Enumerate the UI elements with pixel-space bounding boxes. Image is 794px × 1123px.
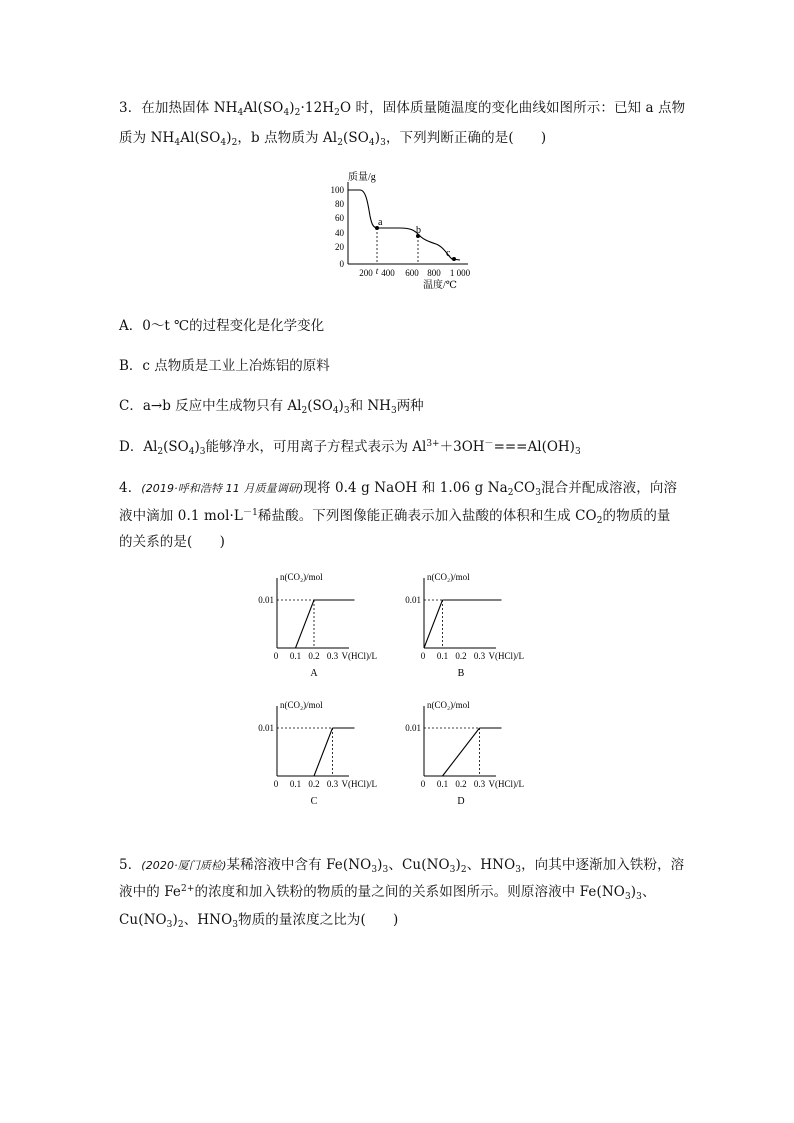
q5-line-3: $Cu(NO_3)_2$、$HNO_3$物质的量浓度之比为( ) [119, 912, 399, 930]
graph-ylabel: n(CO₂)/mol [280, 572, 323, 582]
y-tick-60: 60 [335, 213, 344, 223]
graph-caption: B [457, 668, 465, 679]
graph-xtick-0: 0 [420, 651, 426, 661]
q4-line-2: 液中滴加 0.1 $mol\cdot L^{-1}$稀盐酸。下列图像能正确表示加入盐酸的体积和生成 $CO_2$的物质的量 [119, 508, 671, 526]
x-tick-t: t [375, 266, 379, 276]
q5-line-2: 液中的 $Fe^{2+}$的浓度和加入铁粉的物质的量之间的关系如图所示。则原溶液中 $Fe(NO_3)_3$、 [119, 884, 656, 902]
graph-xtick-0: 0 [273, 779, 279, 789]
point-c-label: c [446, 248, 451, 259]
point-a-label: a [378, 217, 383, 228]
graph-caption: C [310, 796, 318, 807]
q3-line-2: 质为 $NH_4Al(SO_4)_2$，b 点物质为 $Al_2(SO_4)_3$，下列判断正确的是( ) [119, 130, 547, 148]
q4-line-1: 4．(2019·呼和浩特 11 月质量调研)现将 0.4 g NaOH 和 1.06 g $Na_2CO_3$混合并配成溶液，向溶 [119, 480, 678, 498]
graph-ylabel: n(CO₂)/mol [427, 572, 470, 582]
point-c [452, 257, 456, 261]
graph-xtick-0.2: 0.2 [455, 651, 467, 661]
q4-line-3: 的关系的是( ) [119, 534, 225, 550]
x-tick-1000: 1 000 [449, 268, 471, 278]
chart-xlabel: 温度/℃ [423, 280, 457, 291]
graph-rise-line [443, 728, 480, 776]
graph-xlabel: V(HCl)/L [488, 779, 524, 789]
graph-xtick-0.3: 0.3 [473, 651, 486, 661]
point-b-label: b [416, 225, 421, 236]
graph-ytick-0.01: 0.01 [405, 723, 421, 733]
graph-ylabel: n(CO₂)/mol [280, 700, 323, 710]
graph-xtick-0: 0 [273, 651, 279, 661]
graph-xtick-0.1: 0.1 [436, 651, 449, 661]
q3-option-c: C．a→b 反应中生成物只有 $Al_2(SO_4)_3$和 $NH_3$两种 [119, 398, 424, 416]
y-tick-0: 0 [339, 259, 344, 269]
y-tick-40: 40 [335, 228, 344, 238]
graph-xtick-0.2: 0.2 [455, 779, 467, 789]
mass-temperature-chart [320, 168, 490, 292]
y-tick-100: 100 [330, 185, 344, 195]
graph-xtick-0.1: 0.1 [436, 779, 449, 789]
graph-c [253, 698, 377, 808]
graph-xtick-0.2: 0.2 [308, 651, 320, 661]
q3-option-b: B．c 点物质是工业上冶炼铝的原料 [119, 358, 330, 374]
q3-line-1: 3．在加热固体 $NH_4Al(SO_4)_2\cdot 12H_2O$ 时，固体质量随温度的变化曲线如图所示：已知 a 点物 [119, 100, 686, 118]
graph-rise-line [296, 600, 315, 648]
graph-xtick-0.3: 0.3 [326, 651, 339, 661]
graph-ylabel: n(CO₂)/mol [427, 700, 470, 710]
x-tick-800: 800 [427, 268, 441, 278]
graph-xlabel: V(HCl)/L [341, 651, 377, 661]
graph-xtick-0.2: 0.2 [308, 779, 320, 789]
graph-rise-line [424, 600, 443, 648]
graph-d [400, 698, 524, 808]
graph-xtick-0: 0 [420, 779, 426, 789]
graph-xtick-0.3: 0.3 [473, 779, 486, 789]
q3-option-a: A．0～t ℃的过程变化是化学变化 [119, 318, 325, 334]
graph-xlabel: V(HCl)/L [341, 779, 377, 789]
graph-ytick-0.01: 0.01 [405, 595, 421, 605]
graph-a [253, 570, 377, 680]
x-tick-200: 200 [359, 268, 373, 278]
x-tick-600: 600 [405, 268, 419, 278]
graph-xtick-0.1: 0.1 [289, 651, 302, 661]
q5-line-1: 5．(2020·厦门质检)某稀溶液中含有 $Fe(NO_3)_3$、$Cu(NO_3)_2$、$HNO_3$，向其中逐渐加入铁粉，溶 [119, 857, 685, 875]
graph-ytick-0.01: 0.01 [258, 723, 274, 733]
graph-xtick-0.3: 0.3 [326, 779, 339, 789]
graph-b [400, 570, 524, 680]
y-tick-80: 80 [335, 199, 344, 209]
q3-option-d: D．$Al_2(SO_4)_3$能够净水，可用离子方程式表示为 $Al^{3+}+3OH^-===Al(OH)_3$ [119, 439, 581, 457]
graph-caption: A [310, 668, 318, 679]
chart-ylabel: 质量/g [348, 172, 376, 183]
graph-caption: D [457, 796, 465, 807]
graph-rise-line [314, 728, 333, 776]
graph-xlabel: V(HCl)/L [488, 651, 524, 661]
graph-ytick-0.01: 0.01 [258, 595, 274, 605]
graph-xtick-0.1: 0.1 [289, 779, 302, 789]
mass-curve [348, 190, 460, 260]
x-tick-400: 400 [381, 268, 395, 278]
y-tick-20: 20 [335, 242, 344, 252]
